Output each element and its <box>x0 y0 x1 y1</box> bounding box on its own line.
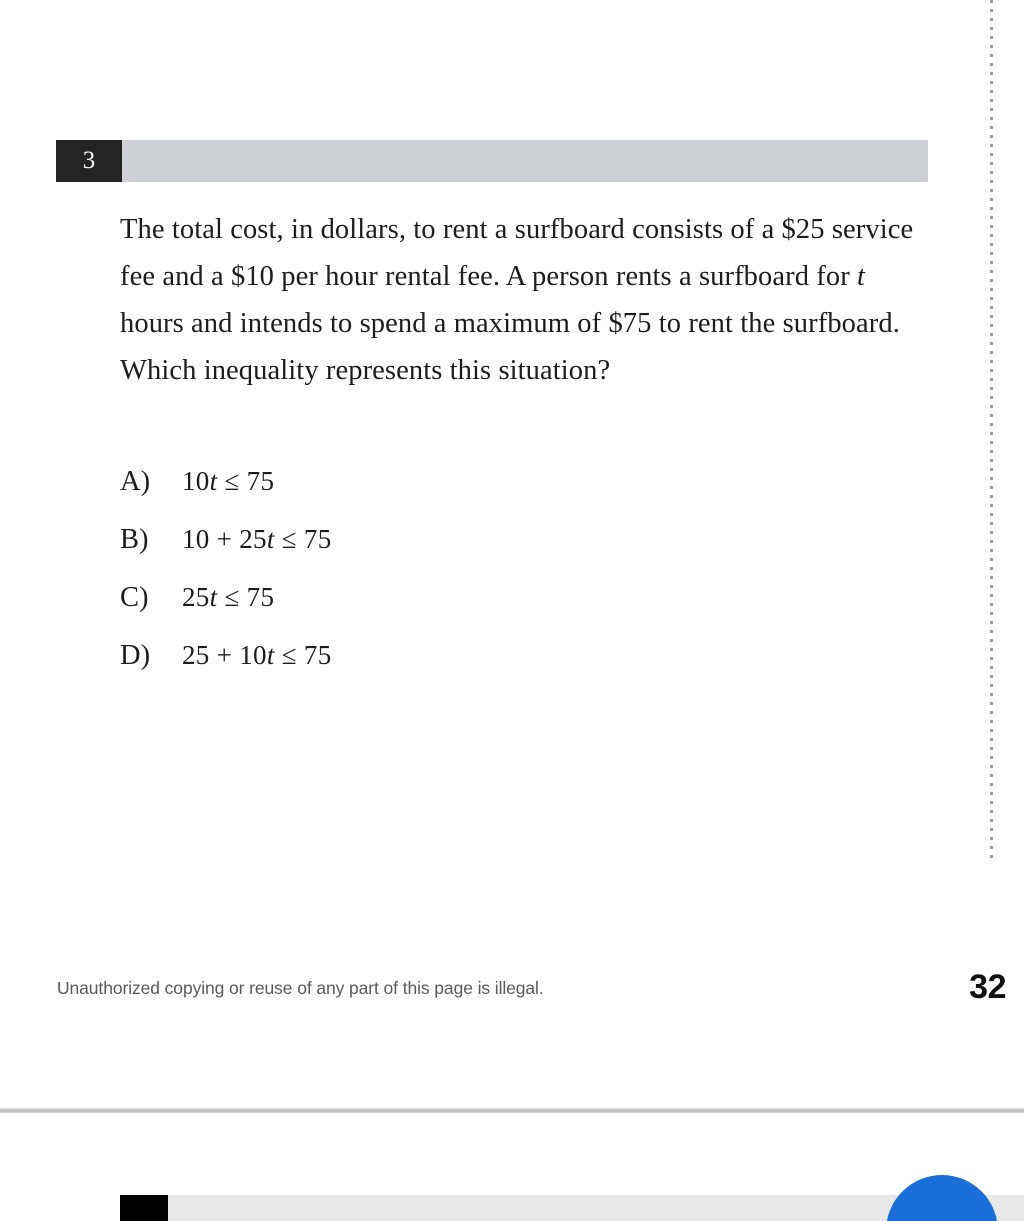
stem-segment-3: per hour rental fee. A person rents a surfboard for <box>274 261 858 292</box>
choice-d-bound: 75 <box>303 640 332 670</box>
stem-amount-maximum: $75 <box>608 308 652 339</box>
choice-letter-d: D) <box>120 640 151 671</box>
copyright-notice: Unauthorized copying or reuse of any part of this page is illegal. <box>57 978 544 998</box>
answer-choice-b[interactable] <box>120 524 900 582</box>
page-number: 32 <box>969 968 1006 1006</box>
choice-b-coefficient: 25 <box>239 524 267 554</box>
stem-segment-2: service fee and a <box>120 214 914 292</box>
question-stem <box>120 206 920 394</box>
choice-letter-a: A) <box>120 466 151 497</box>
stem-amount-hourly-fee: $10 <box>230 261 275 292</box>
answer-choice-list <box>120 466 900 698</box>
question-header-bar <box>122 140 928 182</box>
choice-d-variable: t <box>266 640 275 670</box>
question-header <box>56 140 928 182</box>
choice-a-variable: t <box>209 466 218 496</box>
stem-segment-5: to rent the surfboard. Which inequality represents this situation? <box>120 308 900 386</box>
choice-a-bound: 75 <box>246 466 275 496</box>
choice-d-relation: ≤ <box>281 640 297 670</box>
choice-d-constant: 25 <box>182 640 210 670</box>
choice-c-bound: 75 <box>246 582 275 612</box>
answer-choice-d[interactable] <box>120 640 900 698</box>
choice-b-relation: ≤ <box>281 524 297 554</box>
choice-b-bound: 75 <box>303 524 332 554</box>
choice-b-constant: 10 <box>182 524 210 554</box>
next-page-number-badge <box>120 1195 168 1221</box>
stem-amount-service-fee: $25 <box>781 214 825 245</box>
choice-d-coefficient: 10 <box>239 640 267 670</box>
choice-a-coefficient: 10 <box>182 466 210 496</box>
next-page-preview <box>0 1113 1024 1221</box>
stem-segment-1: The total cost, in dollars, to rent a surfboard consists of a <box>120 214 782 245</box>
question-number-badge: 3 <box>56 140 122 182</box>
choice-b-variable: t <box>266 524 275 554</box>
choice-expression-c <box>182 582 274 613</box>
choice-expression-d: 25 + 10t ≤ 75 <box>182 640 332 670</box>
answer-choice-a[interactable] <box>120 466 900 524</box>
blue-circle-decoration <box>886 1175 998 1221</box>
choice-c-coefficient: 25 <box>182 582 210 612</box>
choice-a-relation: ≤ <box>224 466 240 496</box>
choice-c-relation: ≤ <box>224 582 240 612</box>
stem-segment-4: hours and intends to spend a maximum of <box>120 308 609 339</box>
perforation-dotted-line <box>990 0 993 862</box>
choice-letter-b: B) <box>120 524 149 555</box>
choice-expression-a <box>182 466 274 497</box>
choice-expression-b: 10 + 25t ≤ 75 <box>182 524 332 554</box>
choice-c-variable: t <box>209 582 218 612</box>
stem-variable-t: t <box>857 261 866 292</box>
choice-letter-c: C) <box>120 582 149 613</box>
answer-choice-c[interactable] <box>120 582 900 640</box>
